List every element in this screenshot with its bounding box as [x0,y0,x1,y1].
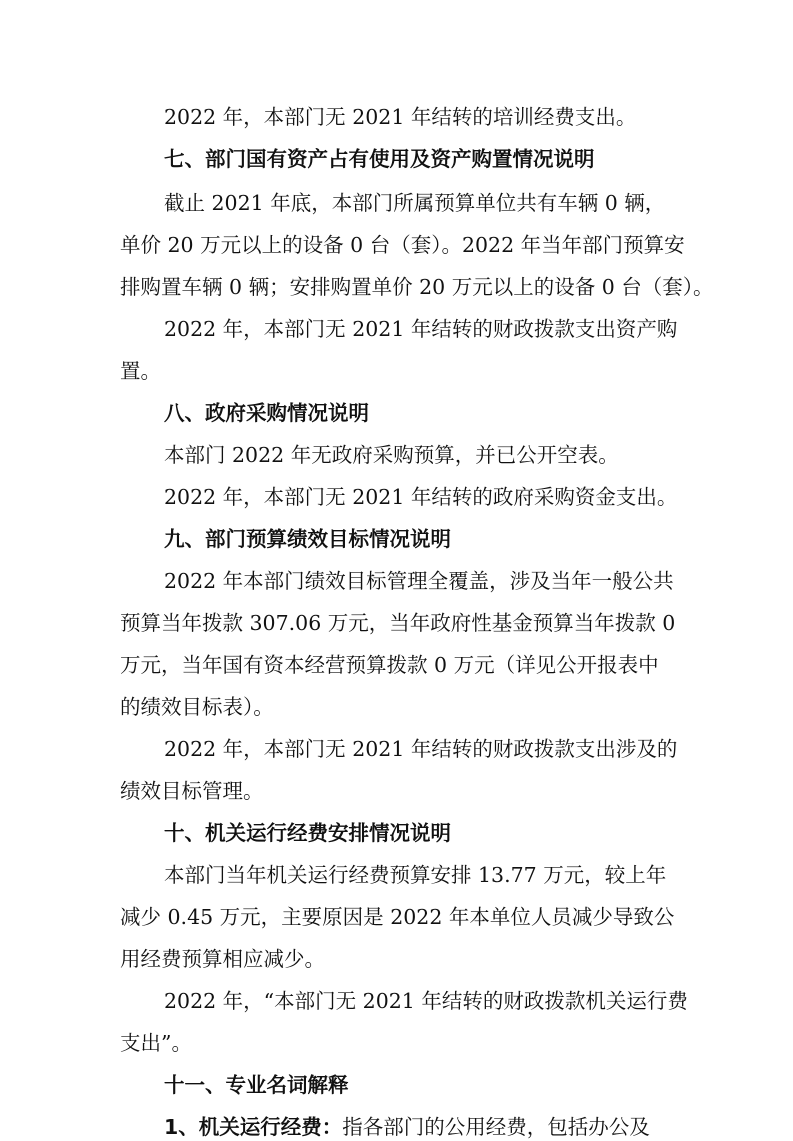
paragraph-line: 绩效目标管理。 [120,779,264,803]
paragraph-line: 万元，当年国有资本经营预算拨款 0 万元（详见公开报表中 [120,653,659,677]
section-heading: 七、部门国有资产占有使用及资产购置情况说明 [164,147,595,171]
section-heading: 十、机关运行经费安排情况说明 [164,821,451,845]
definition-line [164,1113,650,1141]
paragraph-line: 2022 年本部门绩效目标管理全覆盖，涉及当年一般公共 [164,569,674,593]
section-heading: 九、部门预算绩效目标情况说明 [164,527,451,551]
paragraph-line: 减少 0.45 万元，主要原因是 2022 年本单位人员减少导致公 [120,905,675,929]
section-heading: 十一、专业名词解释 [164,1073,349,1097]
paragraph-line: 支出”。 [120,1031,192,1055]
paragraph-line: 本部门当年机关运行经费预算安排 13.77 万元，较上年 [164,863,667,887]
paragraph-line: 预算当年拨款 307.06 万元，当年政府性基金预算当年拨款 0 [120,611,676,635]
paragraph-line: 单价 20 万元以上的设备 0 台（套）。2022 年当年部门预算安 [120,233,685,257]
section-heading: 八、政府采购情况说明 [164,401,369,425]
paragraph-line: 本部门 2022 年无政府采购预算，并已公开空表。 [164,443,619,467]
paragraph-line: 2022 年，本部门无 2021 年结转的培训经费支出。 [164,105,637,129]
paragraph-line: 排购置车辆 0 辆；安排购置单价 20 万元以上的设备 0 台（套）。 [120,275,714,299]
paragraph-line: 置。 [120,359,161,383]
paragraph-line: 2022 年，本部门无 2021 年结转的政府采购资金支出。 [164,485,678,509]
paragraph-line: 2022 年，本部门无 2021 年结转的财政拨款支出资产购 [164,317,678,341]
paragraph-line: 截止 2021 年底，本部门所属预算单位共有车辆 0 辆， [164,191,666,215]
paragraph-line: 的绩效目标表）。 [120,695,274,719]
definition-term: 1、机关运行经费： [164,1115,343,1139]
paragraph-line: 2022 年，本部门无 2021 年结转的财政拨款支出涉及的 [164,737,678,761]
paragraph-line: 2022 年，“本部门无 2021 年结转的财政拨款机关运行费 [164,989,688,1013]
paragraph-line: 用经费预算相应减少。 [120,947,325,971]
definition-text: 指各部门的公用经费，包括办公及 [342,1115,650,1139]
